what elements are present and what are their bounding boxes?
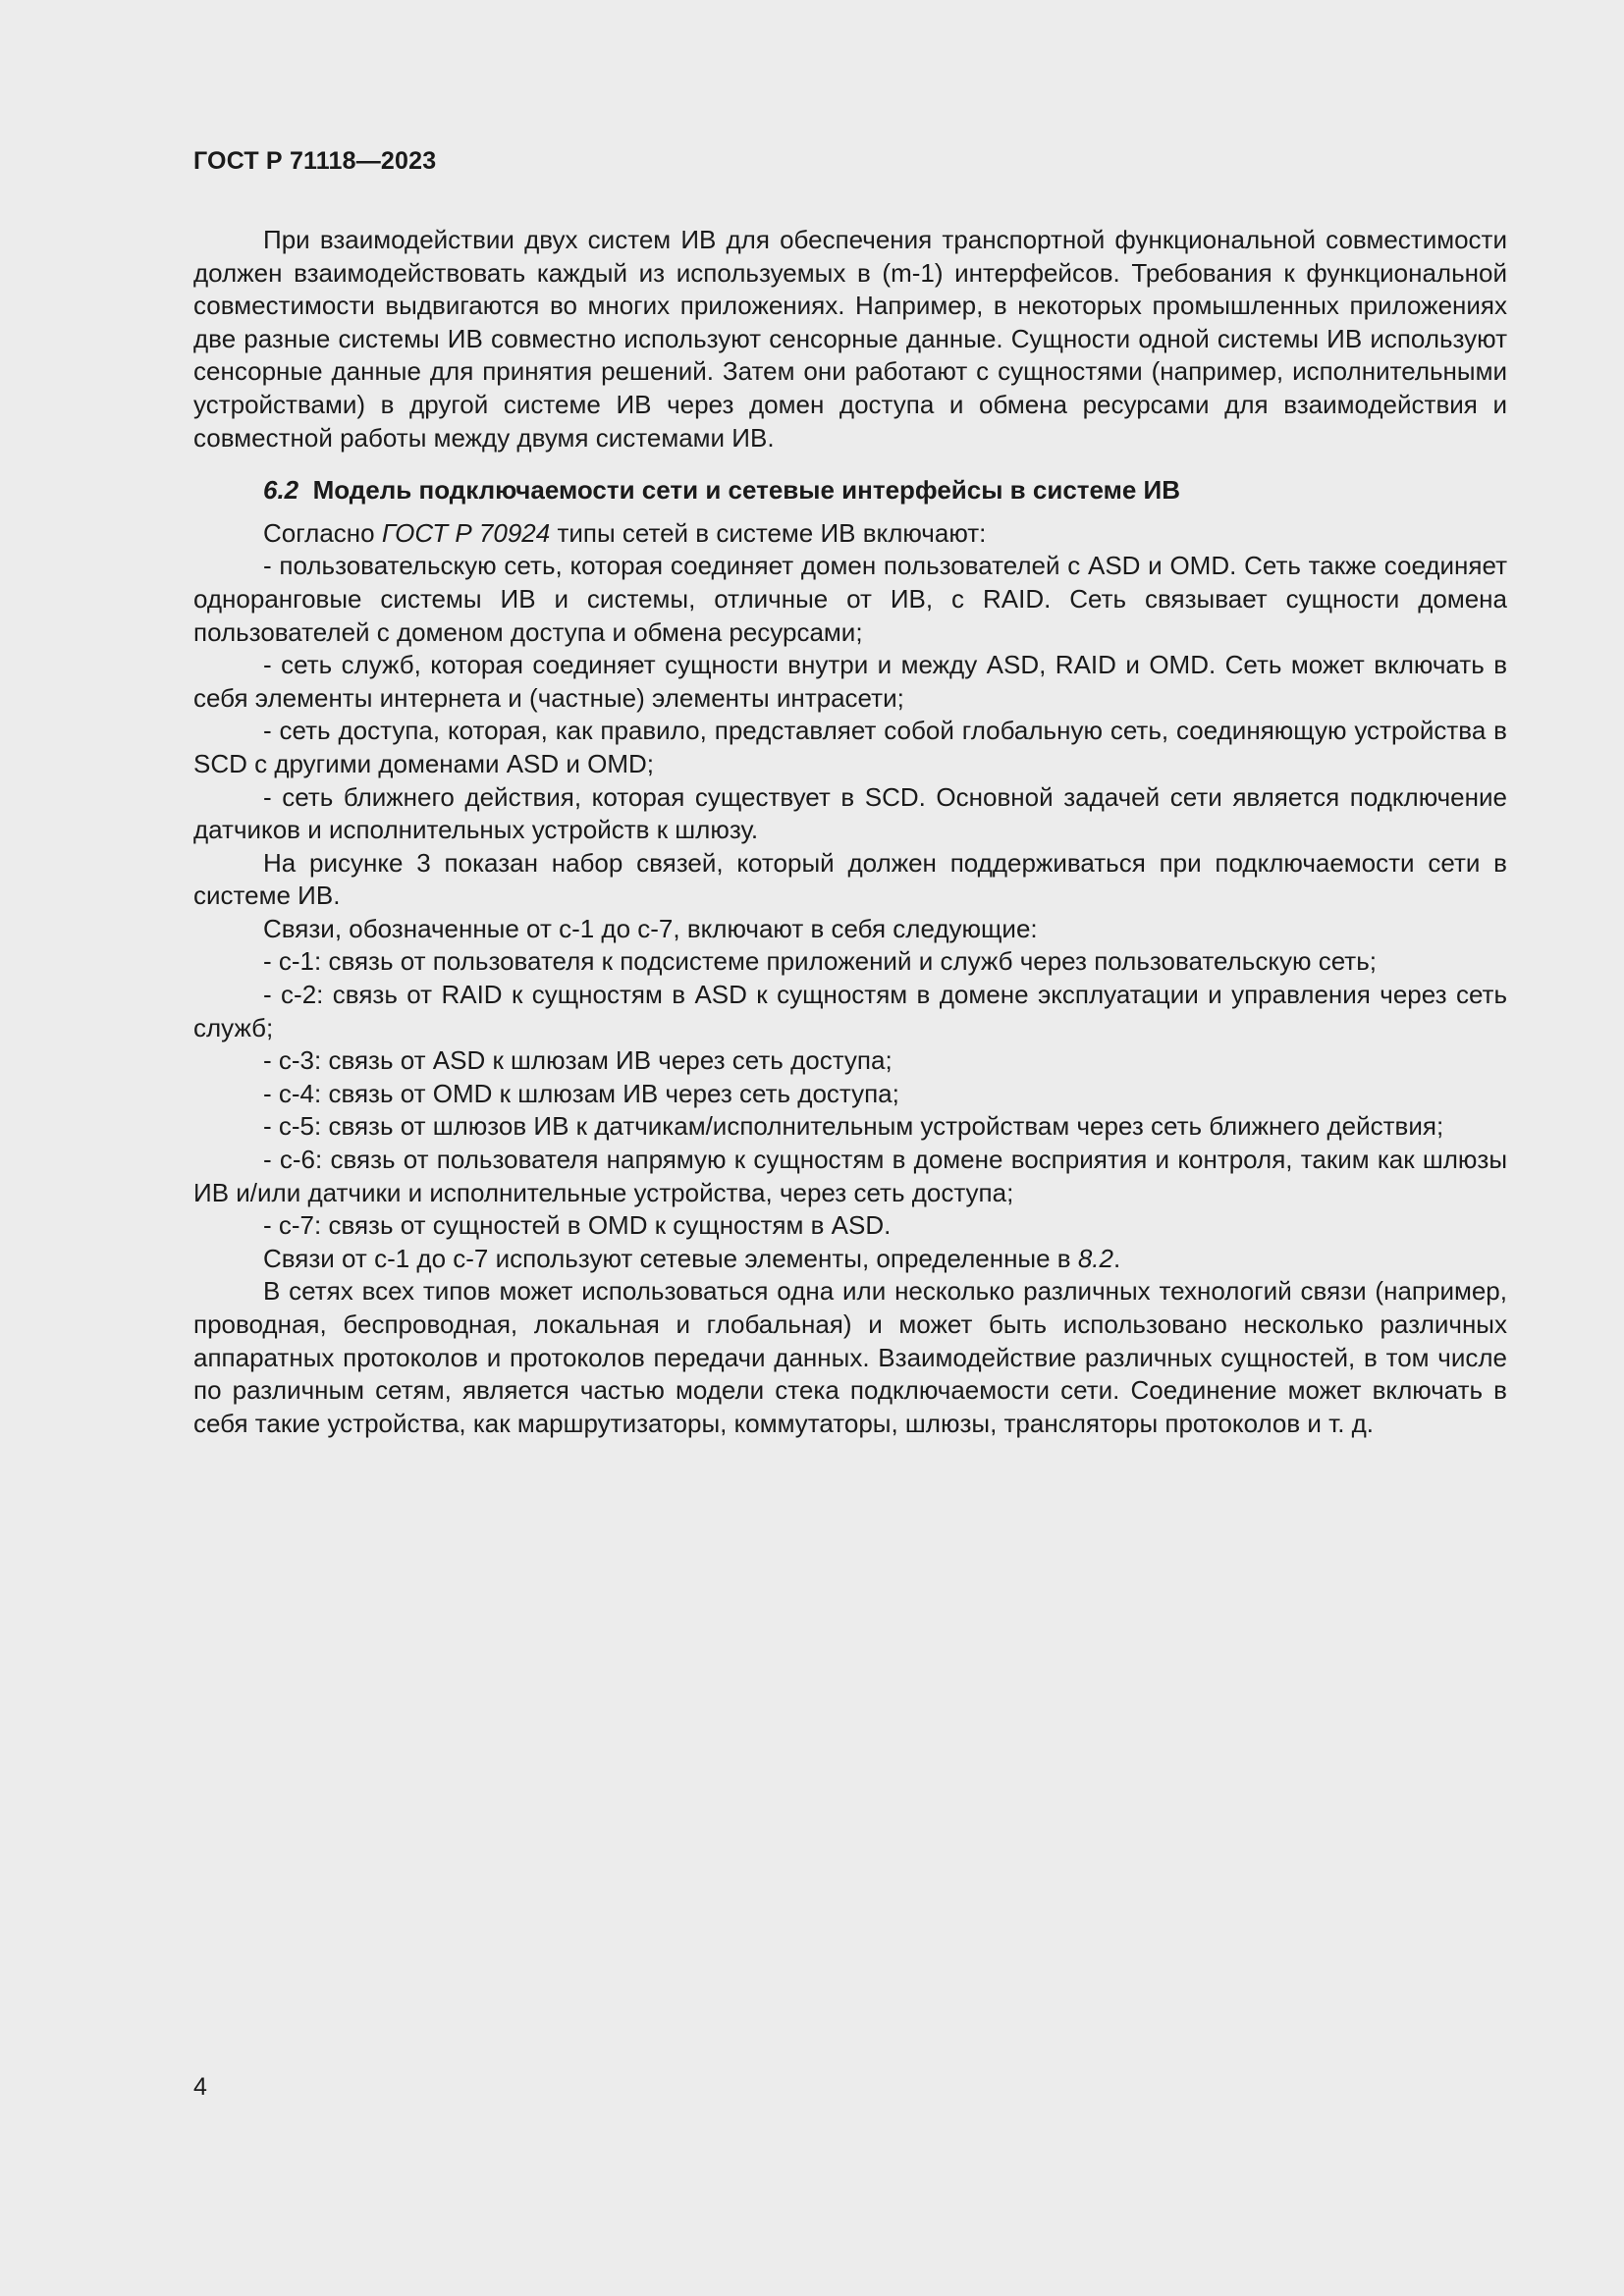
elements-suffix: . xyxy=(1113,1243,1121,1273)
list-item: - пользовательскую сеть, которая соединяет домен пользователей с ASD и OMD. Сеть также соединяет одноранговые системы ИВ и системы, отличные от ИВ, с RAID. Сеть связывает сущности домена пользователей с доменом доступа и обмена ресурсами; xyxy=(193,551,1507,647)
page-body xyxy=(193,224,1507,1440)
links-intro: Связи, обозначенные от с-1 до с-7, включают в себя следующие: xyxy=(263,913,1038,943)
list-item: - с-5: связь от шлюзов ИВ к датчикам/исполнительным устройствам через сеть ближнего действия; xyxy=(263,1111,1444,1142)
list-item: - сеть ближнего действия, которая существует в SCD. Основной задачей сети является подключение датчиков и исполнительных устройств к шлюзу. xyxy=(193,781,1507,845)
network-types-intro xyxy=(193,517,1507,551)
section-reference: 8.2 xyxy=(1077,1243,1113,1273)
list-item: - с-6: связь от пользователя напрямую к сущностям в домене восприятия и контроля, таким как шлюзы ИВ и/или датчики и исполнительные устройства, через сеть доступа; xyxy=(193,1145,1507,1207)
list-item: - с-3: связь от ASD к шлюзам ИВ через сеть доступа; xyxy=(263,1045,893,1076)
elements-prefix: Связи от с-1 до с-7 используют сетевые элементы, определенные в xyxy=(263,1243,1078,1273)
list-item: - с-1: связь от пользователя к подсистеме приложений и служб через пользовательскую сеть; xyxy=(263,946,1377,977)
list-item: - с-4: связь от OMD к шлюзам ИВ через сеть доступа; xyxy=(263,1078,899,1108)
types-suffix: типы сетей в системе ИВ включают: xyxy=(550,517,987,548)
list-item: - сеть доступа, которая, как правило, представляет собой глобальную сеть, соединяющую устройства в SCD с другими доменами ASD и OMD; xyxy=(193,716,1507,778)
list-item: - с-7: связь от сущностей в OMD к сущностям в ASD. xyxy=(263,1210,892,1241)
section-number: 6.2 xyxy=(263,475,299,506)
figure-note: На рисунке 3 показан набор связей, который должен поддерживаться при подключаемости сети в системе ИВ. xyxy=(193,847,1507,911)
section-title: Модель подключаемости сети и сетевые интерфейсы в системе ИВ xyxy=(312,475,1181,506)
network-elements-note xyxy=(193,1243,1507,1276)
standard-reference: ГОСТ Р 70924 xyxy=(381,517,551,548)
intro-paragraph: При взаимодействии двух систем ИВ для обеспечения транспортной функциональной совместимости должен взаимодействовать каждый из используемых в (m-1) интерфейсов. Требования к функциональной совместимости выдвигаются во многих приложениях. Например, в некоторых промышленных приложениях две разные системы ИВ совместно используют сенсорные данные. Сущности одной системы ИВ используют сенсорные данные для принятия решений. Затем они работают с сущностями (например, исполнительными устройствами) в другой системе ИВ через домен доступа и обмена ресурсами для взаимодействия и совместной работы между двумя системами ИВ. xyxy=(193,225,1507,453)
page-number: 4 xyxy=(193,2073,207,2101)
document-code: ГОСТ Р 71118—2023 xyxy=(193,147,437,175)
section-heading xyxy=(193,474,1507,507)
types-prefix: Согласно xyxy=(263,517,382,548)
list-item: - с-2: связь от RAID к сущностям в ASD к сущностям в домене эксплуатации и управления через сеть служб; xyxy=(193,980,1507,1042)
closing-paragraph: В сетях всех типов может использоваться одна или несколько различных технологий связи (например, проводная, беспроводная, локальная и глобальная) и может быть использовано несколько различных аппаратных протоколов и протоколов передачи данных. Взаимодействие различных сущностей, в том числе по различным сетям, является частью модели стека подключаемости сети. Соединение может включать в себя такие устройства, как маршрутизаторы, коммутаторы, шлюзы, трансляторы протоколов и т. д. xyxy=(193,1276,1507,1438)
list-item: - сеть служб, которая соединяет сущности внутри и между ASD, RAID и OMD. Сеть может включать в себя элементы интернета и (частные) элементы интрасети; xyxy=(193,650,1507,713)
